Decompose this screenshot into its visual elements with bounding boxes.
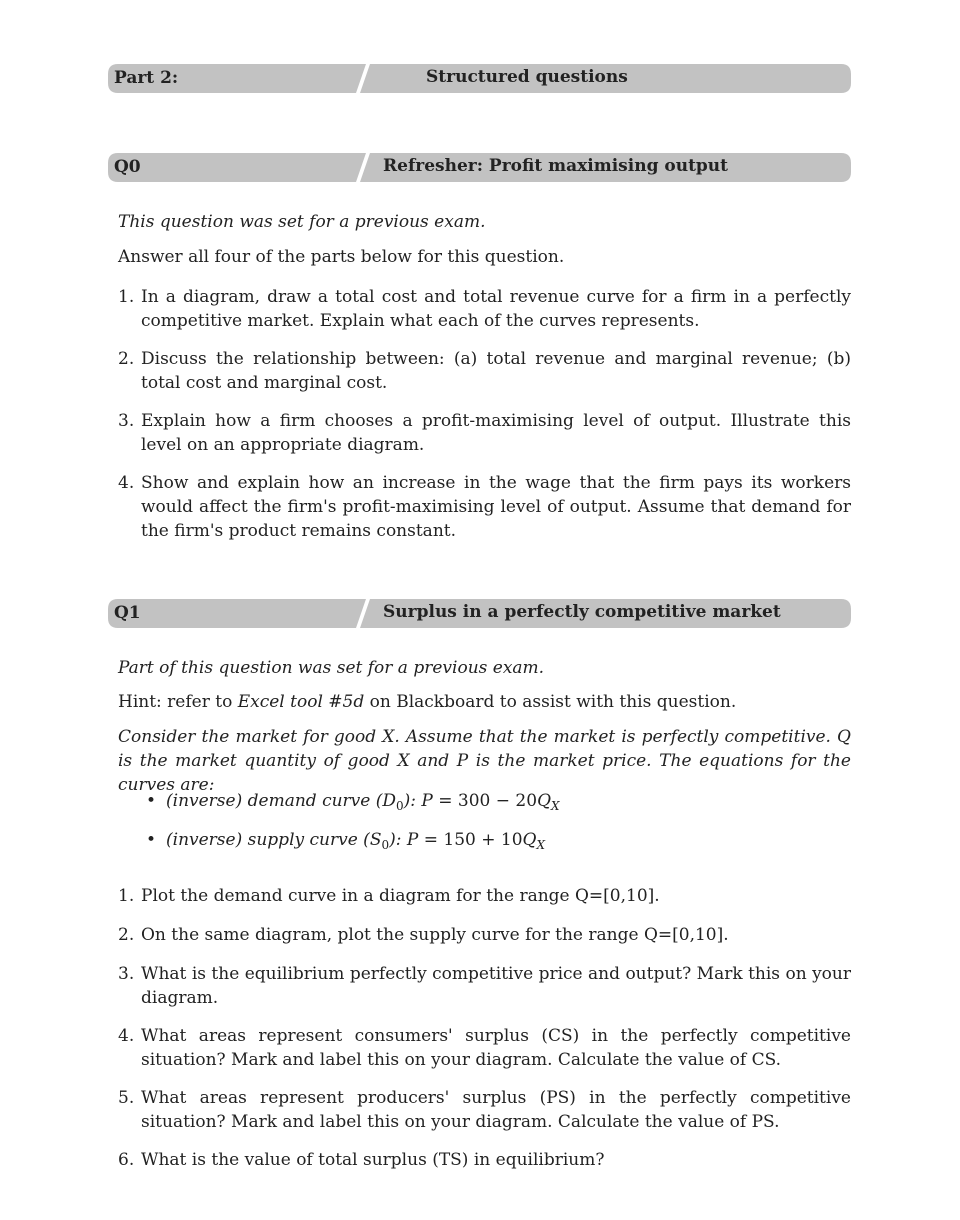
q0-title: Refresher: Profit maximising output	[383, 156, 729, 176]
q1-note: Part of this question was set for a previous exam.	[118, 658, 545, 678]
q1-item-4: 4. What areas represent consumers' surplus (CS) in the perfectly competitive situation? Mark and label this on your diagram. Calculate the value of CS.	[118, 1026, 851, 1070]
part-header-bar	[108, 64, 851, 93]
q0-intro: Answer all four of the parts below for this question.	[118, 247, 565, 267]
part-title: Structured questions	[426, 67, 628, 87]
q0-note: This question was set for a previous exam.	[118, 212, 486, 232]
q1-item-6: 6. What is the value of total surplus (TS) in equilibrium?	[118, 1150, 605, 1170]
q0-label: Q0	[114, 157, 141, 177]
q1-item-1: 1. Plot the demand curve in a diagram for the range Q=[0,10].	[118, 886, 660, 906]
q0-header-bar	[108, 153, 851, 182]
q1-item-3: 3. What is the equilibrium perfectly competitive price and output? Mark this on your diagram.	[118, 964, 851, 1008]
demand-curve-equation: • (inverse) demand curve $(D_0)$: $P = 300 - 20Q_X$	[146, 791, 560, 813]
q0-item-4: 4. Show and explain how an increase in the wage that the firm pays its workers would affect the firm's profit-maximising level of output. Assume that demand for the firm's product remains constant.	[118, 473, 851, 541]
q1-item-5: 5. What areas represent producers' surplus (PS) in the perfectly competitive situation? Mark and label this on your diagram. Calculate the value of PS.	[118, 1088, 851, 1132]
q1-label: Q1	[114, 603, 141, 623]
part-label: Part 2:	[114, 68, 179, 88]
supply-curve-equation: • (inverse) supply curve $(S_0)$: $P = 150 + 10Q_X$	[146, 830, 545, 852]
q1-hint: Hint: refer to Excel tool #5d on Blackboard to assist with this question.	[118, 692, 737, 712]
q0-item-1: 1. In a diagram, draw a total cost and total revenue curve for a firm in a perfectly competitive market. Explain what each of the curves represents.	[118, 287, 851, 331]
q1-context: Consider the market for good X. Assume that the market is perfectly competitive. Q is the market quantity of good X and P is the market price. The equations for the curves are:	[118, 727, 851, 795]
q0-item-2: 2. Discuss the relationship between: (a) total revenue and marginal revenue; (b) total cost and marginal cost.	[118, 349, 851, 393]
q1-title: Surplus in a perfectly competitive market	[383, 602, 781, 622]
q1-header-bar	[108, 599, 851, 628]
q1-item-2: 2. On the same diagram, plot the supply curve for the range Q=[0,10].	[118, 925, 729, 945]
q0-item-3: 3. Explain how a firm chooses a profit-maximising level of output. Illustrate this level on an appropriate diagram.	[118, 411, 851, 455]
excel-tool-reference: Excel tool #5d	[237, 692, 365, 712]
